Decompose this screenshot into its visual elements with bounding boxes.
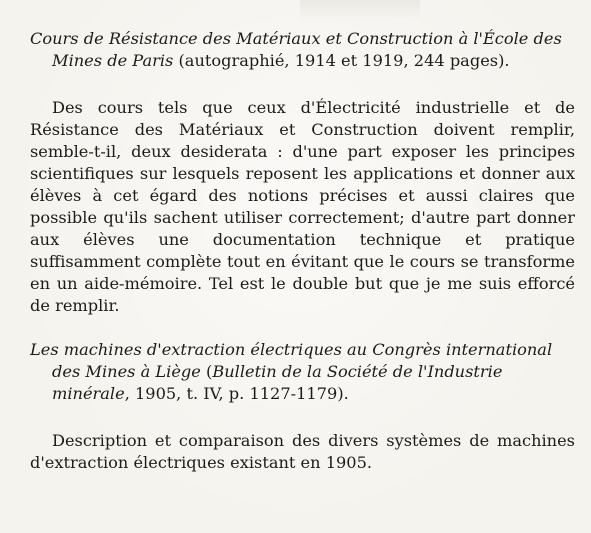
entry-journal: Bulletin de la Société de l'Industrie minérale [52, 362, 503, 403]
entry-description [30, 97, 575, 317]
entry-heading [30, 28, 575, 72]
entry-title: Cours de Résistance des Matériaux et Construction à l'École des Mines de Paris [30, 29, 562, 70]
bibliography-entry [30, 28, 575, 72]
entry-publication-details: , 1905, t. IV, p. 1127-1179). [124, 384, 349, 403]
entry-heading [30, 339, 575, 405]
entry-description [30, 430, 575, 474]
entry-title: Les machines d'extraction électriques au Congrès international des Mines à Liège [30, 340, 553, 381]
entry-description-text: Des cours tels que ceux d'Électricité industrielle et de Résistance des Matériaux et Construction doivent remplir, semble-t-il, deux desiderata : d'une part exposer les principes scientifiques sur lesquels reposent les applications et donner aux élèves à cet égard des notions précises et aussi claires que possible qu'ils sachent utiliser correctement; d'autre part donner aux élèves une documentation technique et pratique suffisamment complète tout en évitant que le cours se transforme en un aide-mémoire. Tel est le double but que je me suis efforcé de remplir. [30, 98, 575, 315]
show-through-mark [300, 0, 420, 20]
entry-publication-details: (autographié, 1914 et 1919, 244 pages). [173, 51, 510, 70]
bibliography-entry [30, 339, 575, 405]
entry-publication-open: ( [200, 362, 213, 381]
entry-description-text: Description et comparaison des divers systèmes de machines d'extraction électriques existant en 1905. [30, 431, 575, 472]
